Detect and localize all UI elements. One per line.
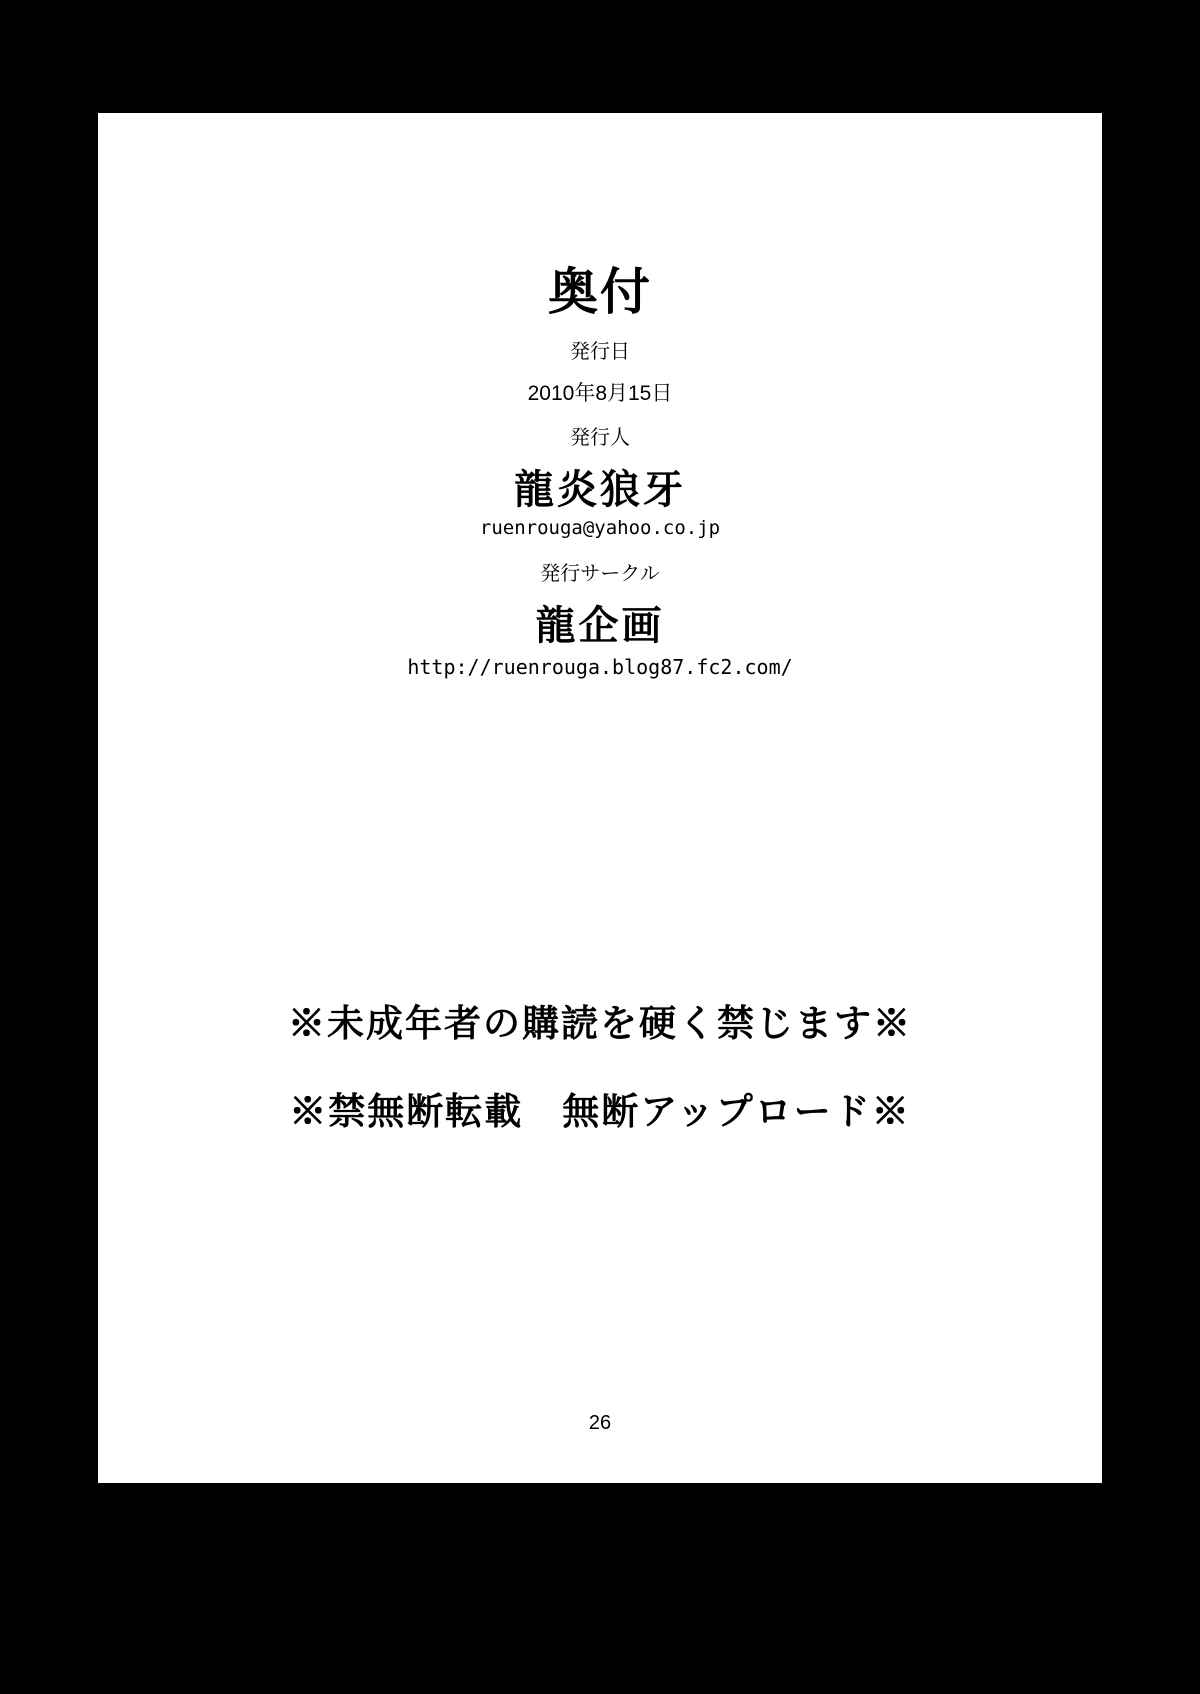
circle-name: 龍企画 <box>535 603 665 648</box>
circle-label: 発行サークル <box>540 562 660 585</box>
publication-date-value: 2010年8月15日 <box>527 382 673 405</box>
document-page <box>98 113 1102 1483</box>
publisher-email: ruenrouga@yahoo.co.jp <box>479 517 721 540</box>
notice-minors: ※未成年者の購読を硬く禁じます※ <box>288 1001 912 1045</box>
notice-reproduction: ※禁無断転載 無断アップロード※ <box>289 1088 911 1133</box>
notices-block <box>98 1003 1102 1131</box>
publisher-name: 龍炎狼牙 <box>514 468 686 513</box>
colophon-title: 奥付 <box>548 264 652 320</box>
publisher-label: 発行人 <box>570 427 630 450</box>
page-number: 26 <box>588 1412 612 1434</box>
colophon-block <box>98 113 1102 679</box>
publication-date-label: 発行日 <box>570 341 630 363</box>
circle-url: http://ruenrouga.blog87.fc2.com/ <box>407 654 793 679</box>
